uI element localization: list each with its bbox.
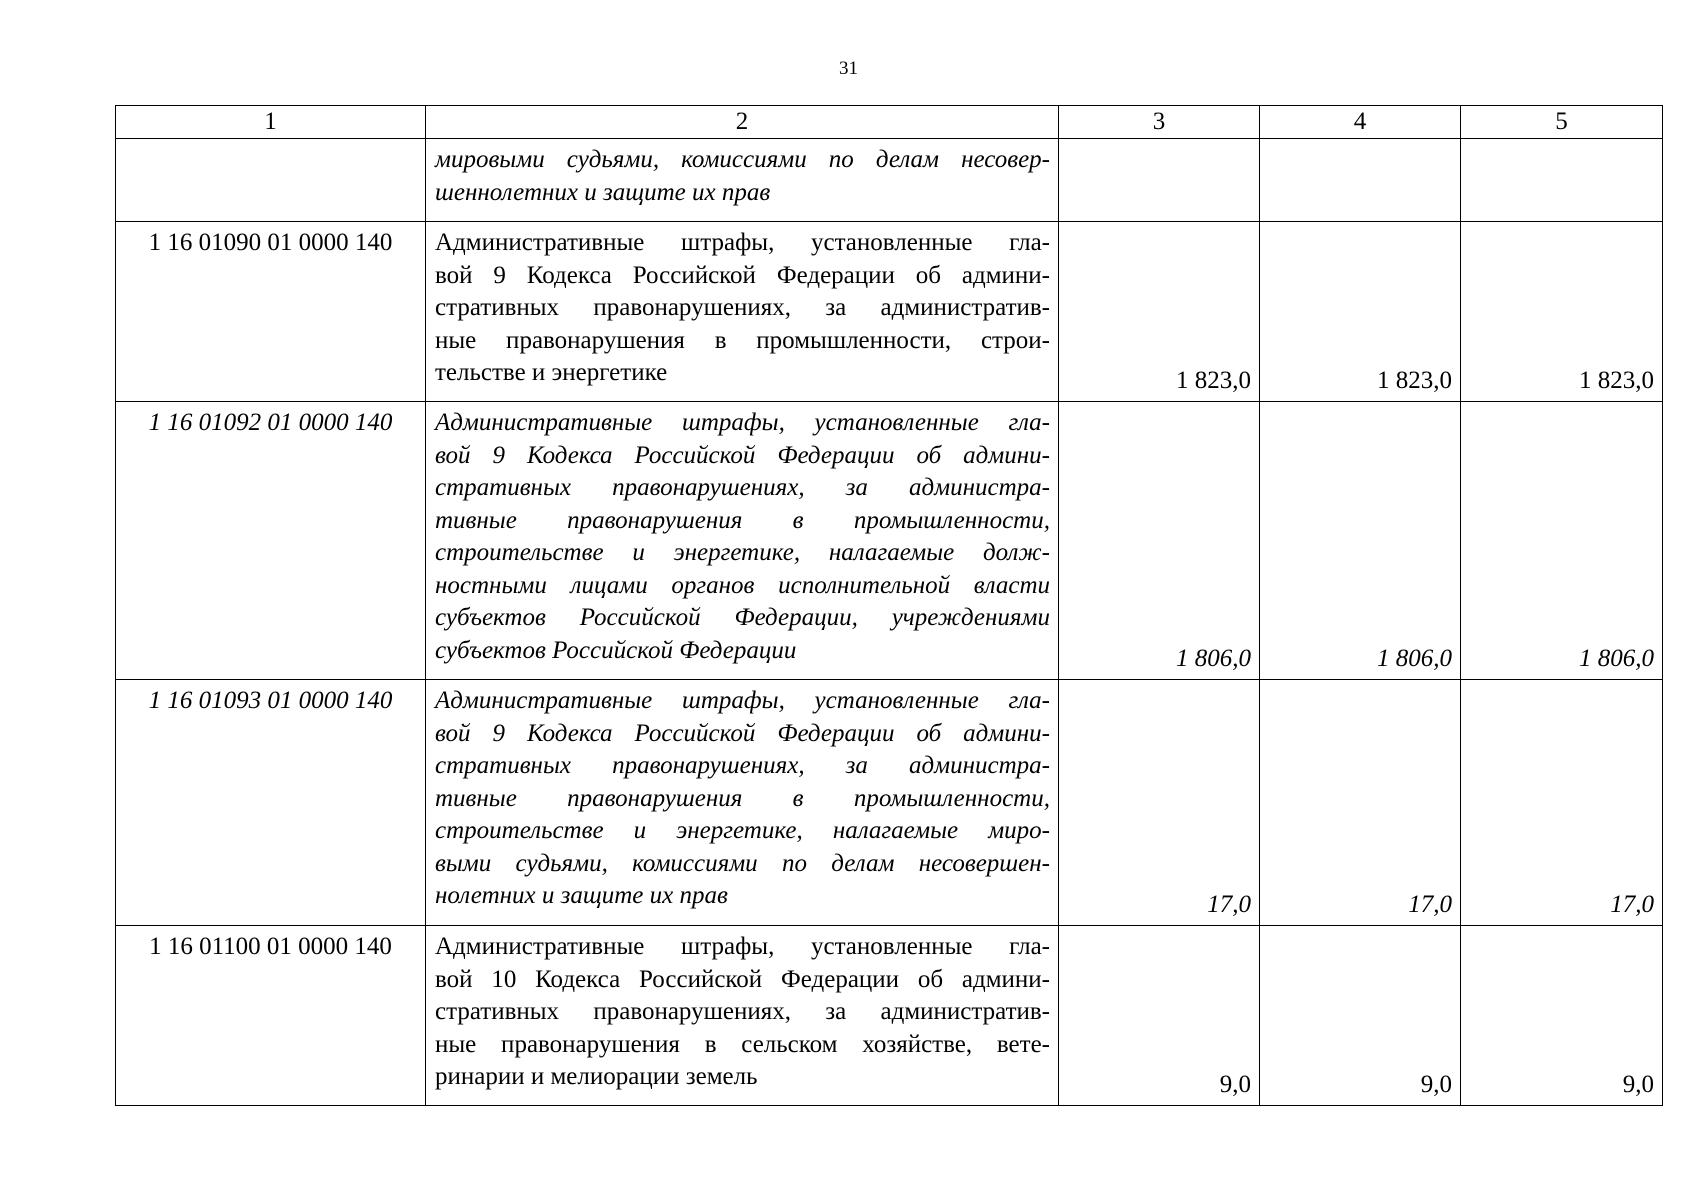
value-cell-col5: 1 806,0 (1461, 402, 1663, 680)
code-cell (116, 139, 426, 222)
description-line: выми судьями, комиссиями по делам несовершен- (435, 849, 1050, 877)
budget-table (115, 105, 1663, 1106)
table-row (116, 680, 1663, 926)
description-line: вой 9 Кодекса Российской Федерации об админи- (435, 719, 1050, 747)
page-number: 31 (839, 58, 858, 79)
table-row (116, 402, 1663, 680)
value-cell-col4: 17,0 (1260, 680, 1461, 926)
description-line: стративных правонарушениях, за административ- (435, 294, 1050, 321)
description-line: субъектов Российской Федерации (435, 636, 797, 664)
description-line: тивные правонарушения в промышленности, (435, 506, 1050, 534)
table-row (116, 926, 1663, 1106)
description-cell (426, 139, 1059, 222)
value-cell-col3: 9,0 (1059, 926, 1260, 1106)
description-line: строительстве и энергетике, налагаемые миро- (435, 817, 1050, 844)
description-cell (426, 402, 1059, 680)
description-line: ностными лицами органов исполнительной власти (435, 571, 1050, 599)
description-line: ные правонарушения в сельском хозяйстве, вете- (435, 1030, 1050, 1058)
column-header-5: 5 (1461, 106, 1663, 139)
description-line: шеннолетних и защите их прав (435, 178, 771, 206)
code-cell: 1 16 01093 01 0000 140 (116, 680, 426, 926)
table-row (116, 139, 1663, 222)
value-cell-col3 (1059, 139, 1260, 222)
value-cell-col4 (1260, 139, 1461, 222)
description-line: нолетних и защите их прав (435, 882, 728, 909)
description-cell (426, 222, 1059, 402)
description-line: тивные правонарушения в промышленности, (435, 784, 1050, 812)
value-cell-col3: 1 823,0 (1059, 222, 1260, 402)
description-line: строительстве и энергетике, налагаемые долж- (435, 539, 1050, 566)
code-cell: 1 16 01092 01 0000 140 (116, 402, 426, 680)
value-cell-col3: 1 806,0 (1059, 402, 1260, 680)
description-line: вой 9 Кодекса Российской Федерации об админи- (435, 261, 1050, 289)
value-cell-col5 (1461, 139, 1663, 222)
description-line: Административные штрафы, установленные гла- (435, 229, 1050, 256)
value-cell-col4: 1 823,0 (1260, 222, 1461, 402)
value-cell-col5: 17,0 (1461, 680, 1663, 926)
description-line: вой 10 Кодекса Российской Федерации об админи- (435, 965, 1050, 993)
description-line: ные правонарушения в промышленности, строи- (435, 326, 1050, 354)
table-header-row (116, 106, 1663, 139)
description-line: стративных правонарушениях, за административ- (435, 998, 1050, 1025)
value-cell-col4: 9,0 (1260, 926, 1461, 1106)
value-cell-col5: 9,0 (1461, 926, 1663, 1106)
code-cell: 1 16 01090 01 0000 140 (116, 222, 426, 402)
description-line: Административные штрафы, установленные гла- (435, 933, 1050, 960)
table-row (116, 222, 1663, 402)
description-line: ринарии и мелиорации земель (435, 1063, 758, 1090)
value-cell-col4: 1 806,0 (1260, 402, 1461, 680)
description-cell (426, 926, 1059, 1106)
description-line: стративных правонарушениях, за администра- (435, 474, 1050, 501)
description-line: мировыми судьями, комиссиями по делам несовер- (435, 146, 1050, 173)
code-cell: 1 16 01100 01 0000 140 (116, 926, 426, 1106)
description-line: субъектов Российской Федерации, учреждениями (435, 604, 1050, 631)
description-line: Административные штрафы, установленные гла- (435, 687, 1050, 714)
column-header-2: 2 (426, 106, 1059, 139)
column-header-3: 3 (1059, 106, 1260, 139)
description-line: Административные штрафы, установленные гла- (435, 409, 1050, 436)
description-line: тельстве и энергетике (435, 359, 668, 386)
description-line: вой 9 Кодекса Российской Федерации об админи- (435, 441, 1050, 469)
column-header-1: 1 (116, 106, 426, 139)
value-cell-col3: 17,0 (1059, 680, 1260, 926)
description-line: стративных правонарушениях, за администра- (435, 752, 1050, 779)
column-header-4: 4 (1260, 106, 1461, 139)
value-cell-col5: 1 823,0 (1461, 222, 1663, 402)
description-cell (426, 680, 1059, 926)
